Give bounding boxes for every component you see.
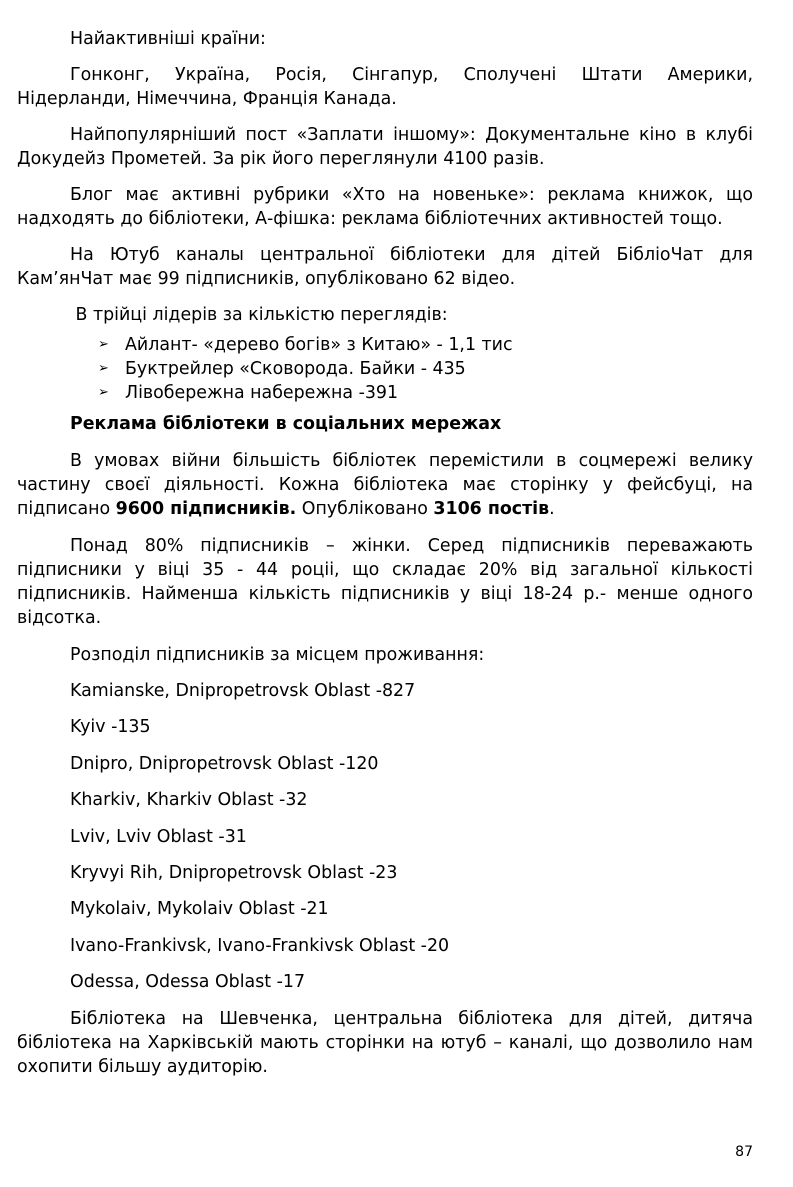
list-item: Odessa, Odessa Oblast -17: [70, 972, 306, 993]
war-text-part2: Опубліковано: [296, 499, 434, 519]
countries-list: Гонконг, Україна, Росія, Сінгапур, Сполучені Штати Америки, Нідерланди, Німеччина, Франція Канада.: [17, 65, 753, 109]
demographics-paragraph: Понад 80% підписників – жінки. Серед підписників переважають підписники у віці 35 - 44 роціі, що складає 20% від загальної кількості підписників. Найменша кількість підписників у віці 18-24 р.- менше одного відсотка.: [17, 536, 753, 628]
youtube-paragraph: На Ютуб каналы центральної бібліотеки для дітей БібліоЧат для Кам’янЧат має 99 підписників, опубліковано 62 відео.: [17, 245, 753, 289]
arrow-bullet-icon: ➢: [98, 337, 109, 352]
final-paragraph: Бібліотека на Шевченка, центральна бібліотека для дітей, дитяча бібліотека на Харківській мають сторінки на ютуб – каналі, що дозволило нам охопити більшу аудиторію.: [17, 1008, 753, 1077]
war-paragraph: [17, 449, 753, 521]
popular-post-paragraph: Найпопулярніший пост «Заплати іншому»: Документальне кіно в клубі Докудейз Прометей. За рік його переглянули 4100 разів.: [17, 125, 753, 169]
list-item-text: Лівобережна набережна -391: [125, 383, 399, 403]
location-title: Розподіл підписників за місцем проживання:: [70, 645, 485, 665]
war-text-part3: .: [549, 499, 555, 519]
list-item: Ivano-Frankivsk, Ivano-Frankivsk Oblast -20: [70, 935, 450, 956]
arrow-bullet-icon: ➢: [98, 385, 109, 400]
list-item-text: Айлант- «дерево богів» з Китаю» - 1,1 тис: [125, 335, 513, 355]
list-item: [98, 333, 753, 357]
war-text-part1: В умовах війни більшість бібліотек перемістили в соцмережі велику частину своєї діяльності. Кожна бібліотека має сторінку у фейсбуці, на підписано: [17, 451, 753, 519]
countries-title: Найактивніші країни:: [70, 29, 266, 49]
list-item: Kyiv -135: [70, 717, 151, 738]
subscribers-count: 9600 підписників.: [115, 499, 297, 519]
arrow-bullet-icon: ➢: [98, 361, 109, 376]
list-item: [98, 357, 753, 381]
page-number: 87: [735, 1144, 753, 1160]
list-item: Kharkiv, Kharkiv Oblast -32: [70, 790, 308, 811]
list-item: Dnipro, Dnipropetrovsk Oblast -120: [70, 753, 379, 774]
posts-count: 3106 постів: [433, 499, 550, 519]
list-item: [98, 381, 753, 405]
list-item: Kamianske, Dnipropetrovsk Oblast -827: [70, 681, 416, 701]
section-heading: Реклама бібліотеки в соціальних мережах: [70, 414, 502, 434]
leaders-list: [17, 333, 753, 405]
blog-paragraph: Блог має активні рубрики «Хто на новеньке»: реклама книжок, що надходять до бібліотеки, А-фішка: реклама бібліотечних активностей тощо.: [17, 185, 753, 229]
leaders-intro: В трійці лідерів за кількістю переглядів:: [70, 305, 448, 325]
list-item: Kryvyi Rih, Dnipropetrovsk Oblast -23: [70, 862, 398, 883]
document-page: [17, 27, 753, 1079]
list-item: Mykolaiv, Mykolaiv Oblast -21: [70, 899, 329, 920]
list-item-text: Буктрейлер «Сковорода. Байки - 435: [125, 359, 466, 379]
list-item: Lviv, Lviv Oblast -31: [70, 826, 247, 847]
